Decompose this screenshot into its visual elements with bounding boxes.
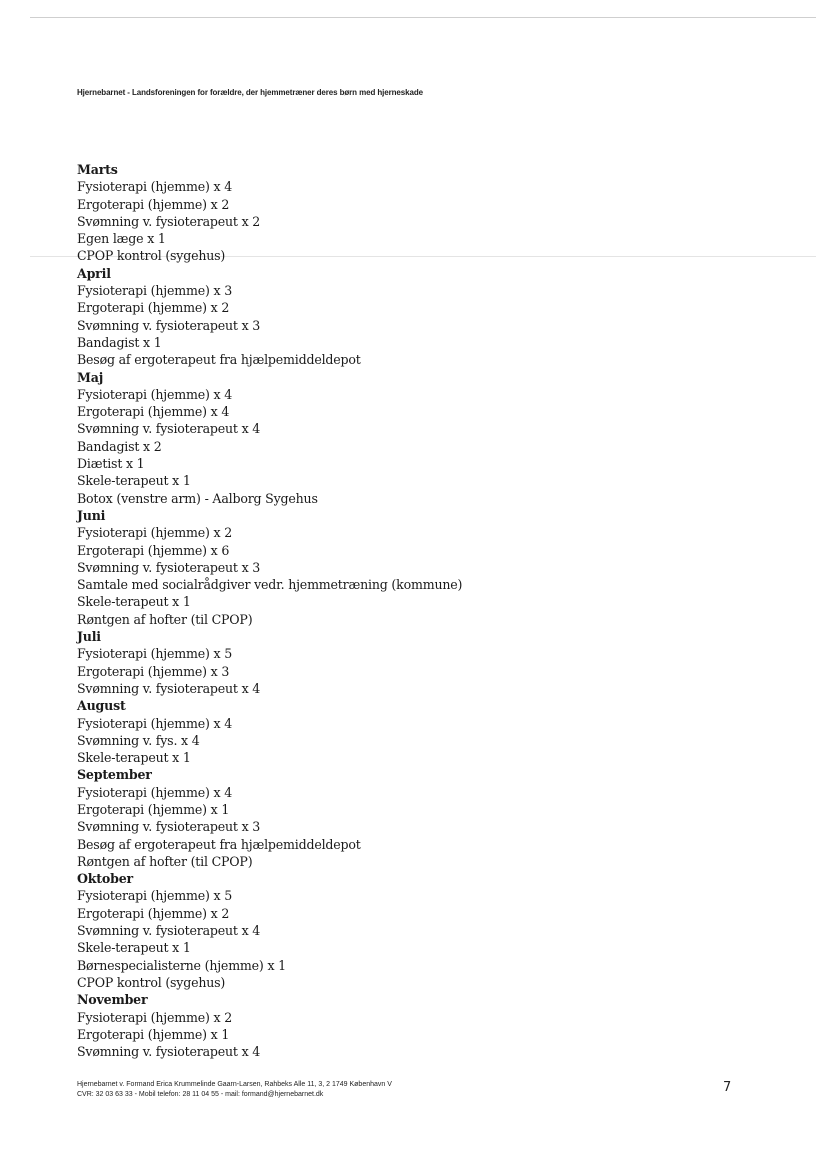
- list-item: Ergoterapi (hjemme) x 6: [77, 542, 230, 558]
- list-item: Skele-terapeut x 1: [77, 940, 191, 956]
- month-title: Juni: [77, 507, 106, 523]
- list-item: Fysioterapi (hjemme) x 3: [77, 283, 233, 299]
- list-item: Skele-terapeut x 1: [77, 473, 191, 489]
- month-section: [77, 991, 777, 1060]
- list-item: Fysioterapi (hjemme) x 2: [77, 1009, 233, 1025]
- list-item: Egen læge x 1: [77, 231, 166, 247]
- footer-contact: CVR: 32 03 63 33 - Mobil telefon: 28 11 04 55 - mail: formand@hjernebarnet.dk: [77, 1091, 324, 1098]
- list-item: Fysioterapi (hjemme) x 4: [77, 715, 233, 731]
- month-section: [77, 507, 777, 628]
- month-title: Juli: [77, 629, 101, 645]
- list-item: Besøg af ergoterapeut fra hjælpemiddeldepot: [77, 836, 361, 852]
- list-item: Ergoterapi (hjemme) x 1: [77, 801, 230, 817]
- list-item: Børnespecialisterne (hjemme) x 1: [77, 957, 286, 973]
- list-item: Skele-terapeut x 1: [77, 750, 191, 766]
- month-title: April: [77, 265, 111, 281]
- page-number: 7: [723, 1080, 732, 1095]
- list-item: Bandagist x 1: [77, 334, 162, 350]
- month-section: [77, 628, 777, 697]
- list-item: Ergoterapi (hjemme) x 2: [77, 300, 230, 316]
- footer-address: Hjernebarnet v. Formand Erica Krummelinde Gaarn-Larsen, Rahbeks Alle 11, 3, 2 1749 København V: [77, 1081, 392, 1088]
- list-item: Diætist x 1: [77, 456, 145, 472]
- list-item: Svømning v. fysioterapeut x 3: [77, 317, 261, 333]
- list-item: Bandagist x 2: [77, 438, 162, 454]
- month-section: [77, 766, 777, 870]
- month-section: [77, 870, 777, 991]
- list-item: Svømning v. fysioterapeut x 4: [77, 923, 261, 939]
- list-item: Røntgen af hofter (til CPOP): [77, 611, 253, 627]
- list-item: Fysioterapi (hjemme) x 5: [77, 888, 233, 904]
- month-title: Oktober: [77, 871, 133, 887]
- page-header: Hjernebarnet - Landsforeningen for forældre, der hjemmetræner deres børn med hjerneskade: [77, 88, 423, 97]
- list-item: Fysioterapi (hjemme) x 4: [77, 784, 233, 800]
- list-item: Svømning v. fysioterapeut x 3: [77, 819, 261, 835]
- list-item: Svømning v. fysioterapeut x 4: [77, 680, 261, 696]
- list-item: Ergoterapi (hjemme) x 2: [77, 196, 230, 212]
- list-item: Røntgen af hofter (til CPOP): [77, 853, 253, 869]
- list-item: Fysioterapi (hjemme) x 2: [77, 525, 233, 541]
- month-title: August: [77, 698, 126, 714]
- month-title: November: [77, 992, 148, 1008]
- month-title: September: [77, 767, 152, 783]
- month-section: [77, 369, 777, 507]
- list-item: Fysioterapi (hjemme) x 4: [77, 179, 233, 195]
- list-item: Ergoterapi (hjemme) x 3: [77, 663, 230, 679]
- list-item: Botox (venstre arm) - Aalborg Sygehus: [77, 490, 318, 506]
- list-item: Fysioterapi (hjemme) x 5: [77, 646, 233, 662]
- list-item: Besøg af ergoterapeut fra hjælpemiddeldepot: [77, 352, 361, 368]
- month-title: Marts: [77, 162, 118, 177]
- list-item: Svømning v. fys. x 4: [77, 732, 200, 748]
- month-section: [77, 161, 777, 265]
- page-footer: [77, 1080, 392, 1100]
- list-item: Fysioterapi (hjemme) x 4: [77, 386, 233, 402]
- list-item: Ergoterapi (hjemme) x 1: [77, 1026, 230, 1042]
- list-item: Svømning v. fysioterapeut x 3: [77, 559, 261, 575]
- top-rule: [30, 17, 816, 18]
- list-item: Samtale med socialrådgiver vedr. hjemmetræning (kommune): [77, 577, 463, 593]
- list-item: Svømning v. fysioterapeut x 2: [77, 213, 261, 229]
- month-list: [77, 161, 777, 1060]
- list-item: Ergoterapi (hjemme) x 2: [77, 905, 230, 921]
- list-item: CPOP kontrol (sygehus): [77, 248, 226, 264]
- month-title: Maj: [77, 369, 104, 385]
- list-item: Ergoterapi (hjemme) x 4: [77, 404, 230, 420]
- list-item: CPOP kontrol (sygehus): [77, 974, 226, 990]
- month-section: [77, 265, 777, 369]
- list-item: Skele-terapeut x 1: [77, 594, 191, 610]
- list-item: Svømning v. fysioterapeut x 4: [77, 421, 261, 437]
- list-item: Svømning v. fysioterapeut x 4: [77, 1044, 261, 1060]
- month-section: [77, 697, 777, 766]
